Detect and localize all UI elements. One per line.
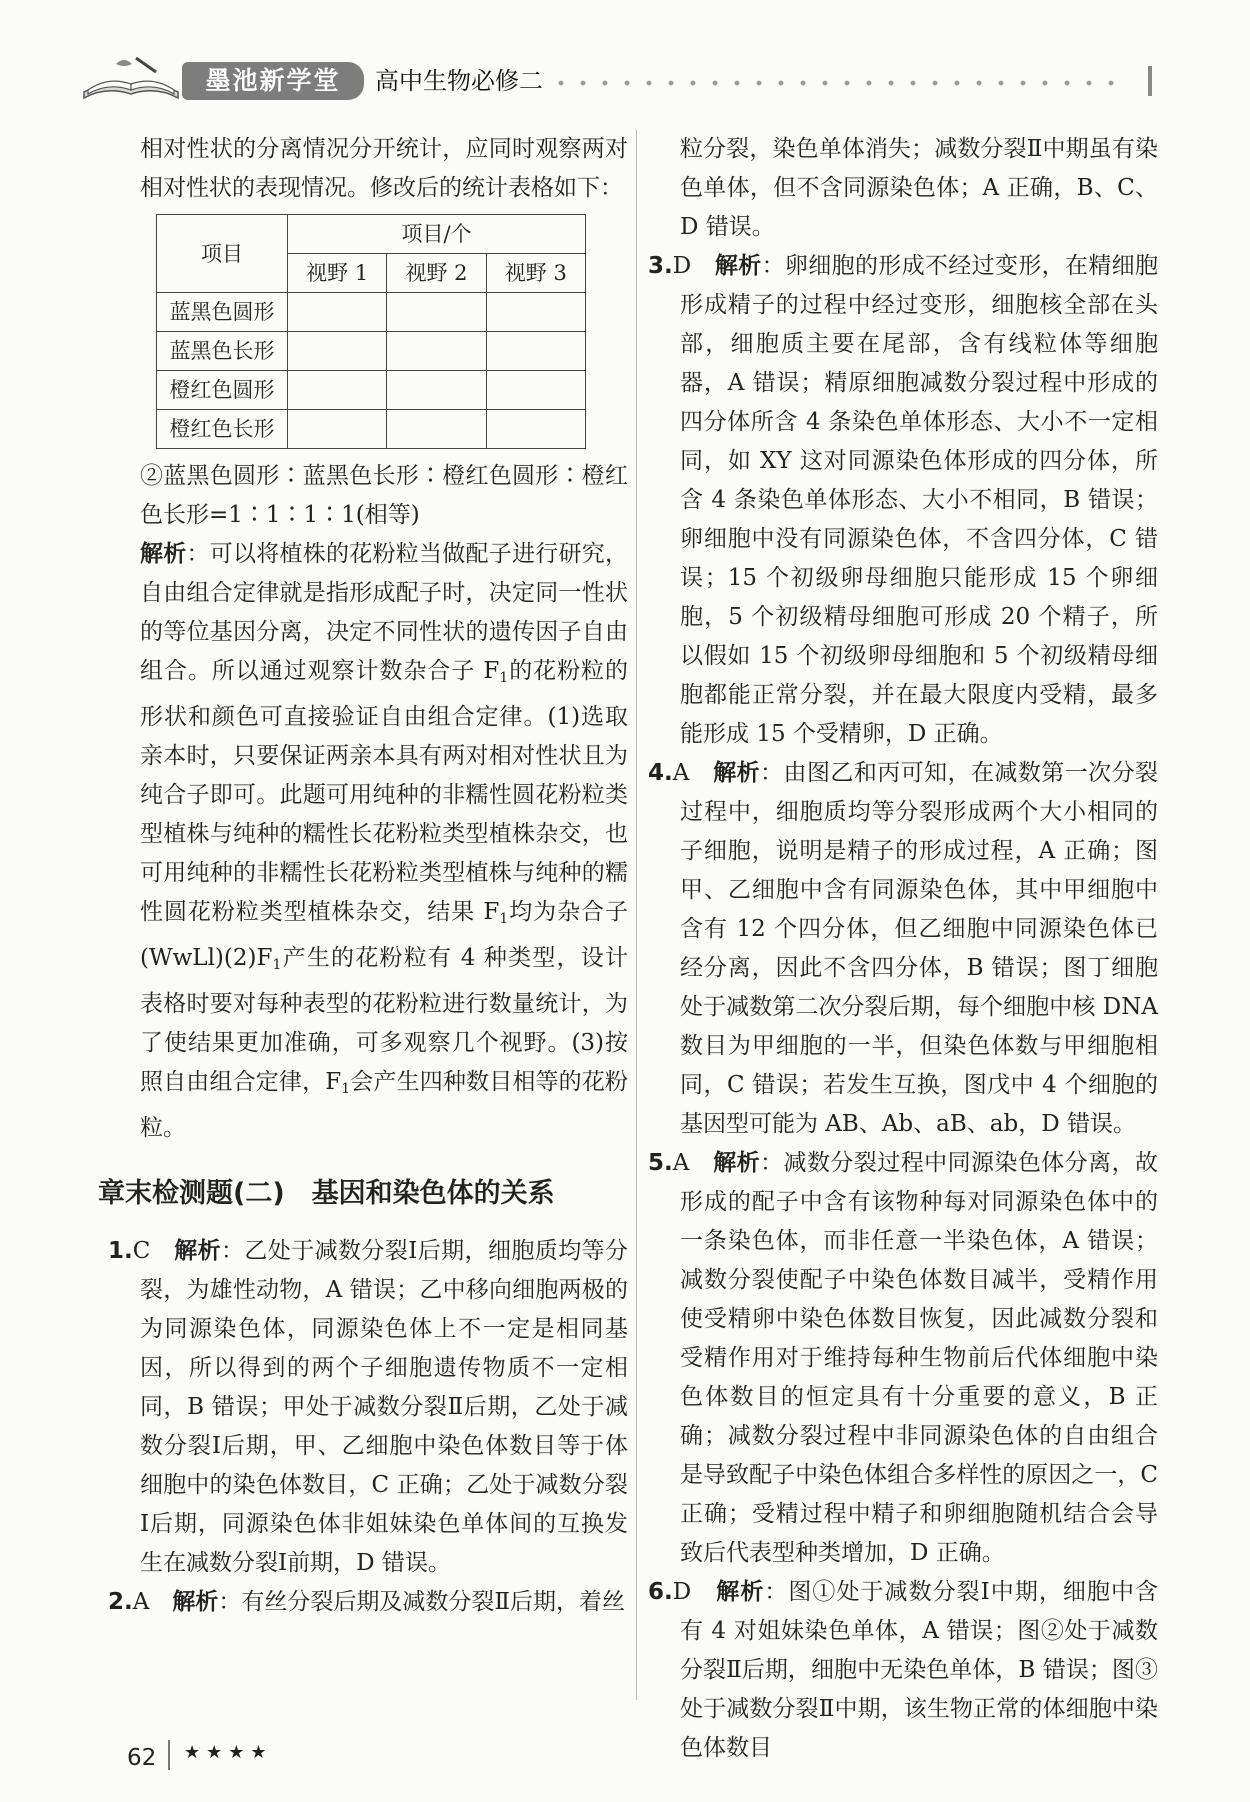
header-end-bar bbox=[1148, 66, 1152, 96]
intro-paragraph: 相对性状的分离情况分开统计，应同时观察两对相对性状的表现情况。修改后的统计表格如下： bbox=[140, 136, 628, 201]
table-column-header: 视野 2 bbox=[387, 254, 486, 293]
table-row-label: 蓝黑色圆形 bbox=[157, 293, 288, 332]
footer-divider bbox=[168, 1740, 170, 1770]
statistics-table bbox=[156, 214, 586, 449]
table-row-label: 橙红色长形 bbox=[157, 410, 288, 449]
table-row bbox=[157, 332, 586, 371]
header-dotted-rule bbox=[550, 80, 1130, 86]
analysis-paragraph: 解析：可以将植株的花粉粒当做配子进行研究，自由组合定律就是指形成配子时，决定同一性状的等位基因分离，决定不同性状的遗传因子自由组合。所以通过观察计数杂合子 $F_1$的花粉粒的形状和颜色可直接验证自由组合定律。(1)选取亲本时，只要保证两亲本具有两对相对性状且为纯合子即可。此题可用纯种的非糯性圆花粉粒类型植株与纯种的糯性长花粉粒类型植株杂交，也可用纯种的非糯性长花粉粒类型植株与纯种的糯性圆花粉粒类型植株杂交，结果 $F_1$均为杂合子$(WwLl)(2)F_1$产生的花粉粒有 4 种类型，设计表格时要对每种表型的花粉粒进行数量统计，为了使结果更加准确，可多观察几个视野。(3)按照自由组合定律，$F_1$会产生四种数目相等的花粉粒。 bbox=[140, 541, 628, 1141]
left-column bbox=[98, 130, 629, 1622]
table-row bbox=[157, 293, 586, 332]
difficulty-stars: ★★★★ bbox=[184, 1742, 273, 1763]
question-item: 6.D 解析：图①处于减数分裂Ⅰ中期，细胞中含有 4 对姐妹染色单体，A 错误；图②处于减数分裂Ⅱ后期，细胞中无染色单体，B 错误；图③处于减数分裂Ⅱ中期，该生物正常的体细胞中染色体数目 bbox=[648, 1579, 1159, 1761]
question-item: 4.A 解析：由图乙和丙可知，在减数第一次分裂过程中，细胞质均等分裂形成两个大小相同的子细胞，说明是精子的形成过程，A 正确；图甲、乙细胞中含有同源染色体，其中甲细胞中含有 12 个四分体，但乙细胞中同源染色体已经分离，因此不含四分体，B 错误；图丁细胞处于减数第二次分裂后期，每个细胞中核 DNA 数目为甲细胞的一半，但染色体数与甲细胞相同，C 错误；若发生互换，图戊中 4 个细胞的基因型可能为 AB、Ab、aB、ab，D 错误。 bbox=[648, 760, 1159, 1137]
book-title: 高中生物必修二 bbox=[375, 67, 543, 95]
right-column bbox=[648, 130, 1158, 1768]
table-row-label: 橙红色圆形 bbox=[157, 371, 288, 410]
question-item: 2.A 解析：有丝分裂后期及减数分裂Ⅱ后期，着丝 bbox=[108, 1589, 626, 1615]
page-number: 62 bbox=[127, 1745, 157, 1771]
question-item: 5.A 解析：减数分裂过程中同源染色体分离，故形成的配子中含有该物种每对同源染色体中的一条染色体，而非任意一半染色体，A 错误；减数分裂使配子中染色体数目减半，受精作用使受精卵中染色体数目恢复，因此减数分裂和受精作用对于维持每种生物前后代体细胞中染色体数目的恒定具有十分重要的意义，B 正确；减数分裂过程中非同源染色体的自由组合是导致配子中染色体组合多样性的原因之一，C 正确；受精过程中精子和卵细胞随机结合会导致后代表型种类增加，D 正确。 bbox=[648, 1150, 1159, 1566]
analysis-label: 解析 bbox=[140, 541, 187, 567]
table-column-header: 视野 3 bbox=[486, 254, 585, 293]
table-group-header: 项目/个 bbox=[288, 215, 586, 254]
question-item: 1.C 解析：乙处于减数分裂Ⅰ后期，细胞质均等分裂，为雄性动物，A 错误；乙中移向细胞两极的为同源染色体，同源染色体上不一定是相同基因，所以得到的两个子细胞遗传物质不一定相同，B 错误；甲处于减数分裂Ⅱ后期，乙处于减数分裂Ⅰ后期，甲、乙细胞中染色体数目等于体细胞中的染色体数目，C 正确；乙处于减数分裂Ⅰ后期，同源染色体非姐妹染色单体间的互换发生在减数分裂Ⅰ前期，D 错误。 bbox=[108, 1238, 629, 1576]
section-title: 章末检测题(二) 基因和染色体的关系 bbox=[98, 1178, 555, 1209]
table-row bbox=[157, 371, 586, 410]
table-project-header: 项目 bbox=[157, 215, 288, 293]
brand-badge: 墨池新学堂 bbox=[182, 62, 364, 100]
open-book-icon bbox=[76, 54, 186, 102]
table-row-label: 蓝黑色长形 bbox=[157, 332, 288, 371]
table-row bbox=[157, 410, 586, 449]
table-column-header: 视野 1 bbox=[288, 254, 387, 293]
answer-ratio: ②蓝黑色圆形∶蓝黑色长形∶橙红色圆形∶橙红色长形=1∶1∶1∶1(相等) bbox=[140, 463, 628, 528]
page-header bbox=[70, 48, 1160, 108]
question-item: 3.D 解析：卵细胞的形成不经过变形，在精细胞形成精子的过程中经过变形，细胞核全部在头部，细胞质主要在尾部，含有线粒体等细胞器，A 错误；精原细胞减数分裂过程中形成的四分体所含 4 条染色单体形态、大小不一定相同，如 XY 这对同源染色体形成的四分体，所含 4 条染色单体形态、大小不相同，B 错误；卵细胞中没有同源染色体，不含四分体，C 错误；15 个初级卵母细胞只能形成 15 个卵细胞，5 个初级精母细胞可形成 20 个精子，所以假如 15 个初级卵母细胞和 5 个初级精母细胞都能正常分裂，并在最大限度内受精，最多能形成 15 个受精卵，D 正确。 bbox=[648, 253, 1159, 747]
continuation-paragraph: 粒分裂，染色单体消失；减数分裂Ⅱ中期虽有染色单体，但不含同源染色体；A 正确，B、C、D 错误。 bbox=[680, 136, 1158, 240]
column-divider bbox=[636, 130, 637, 1700]
